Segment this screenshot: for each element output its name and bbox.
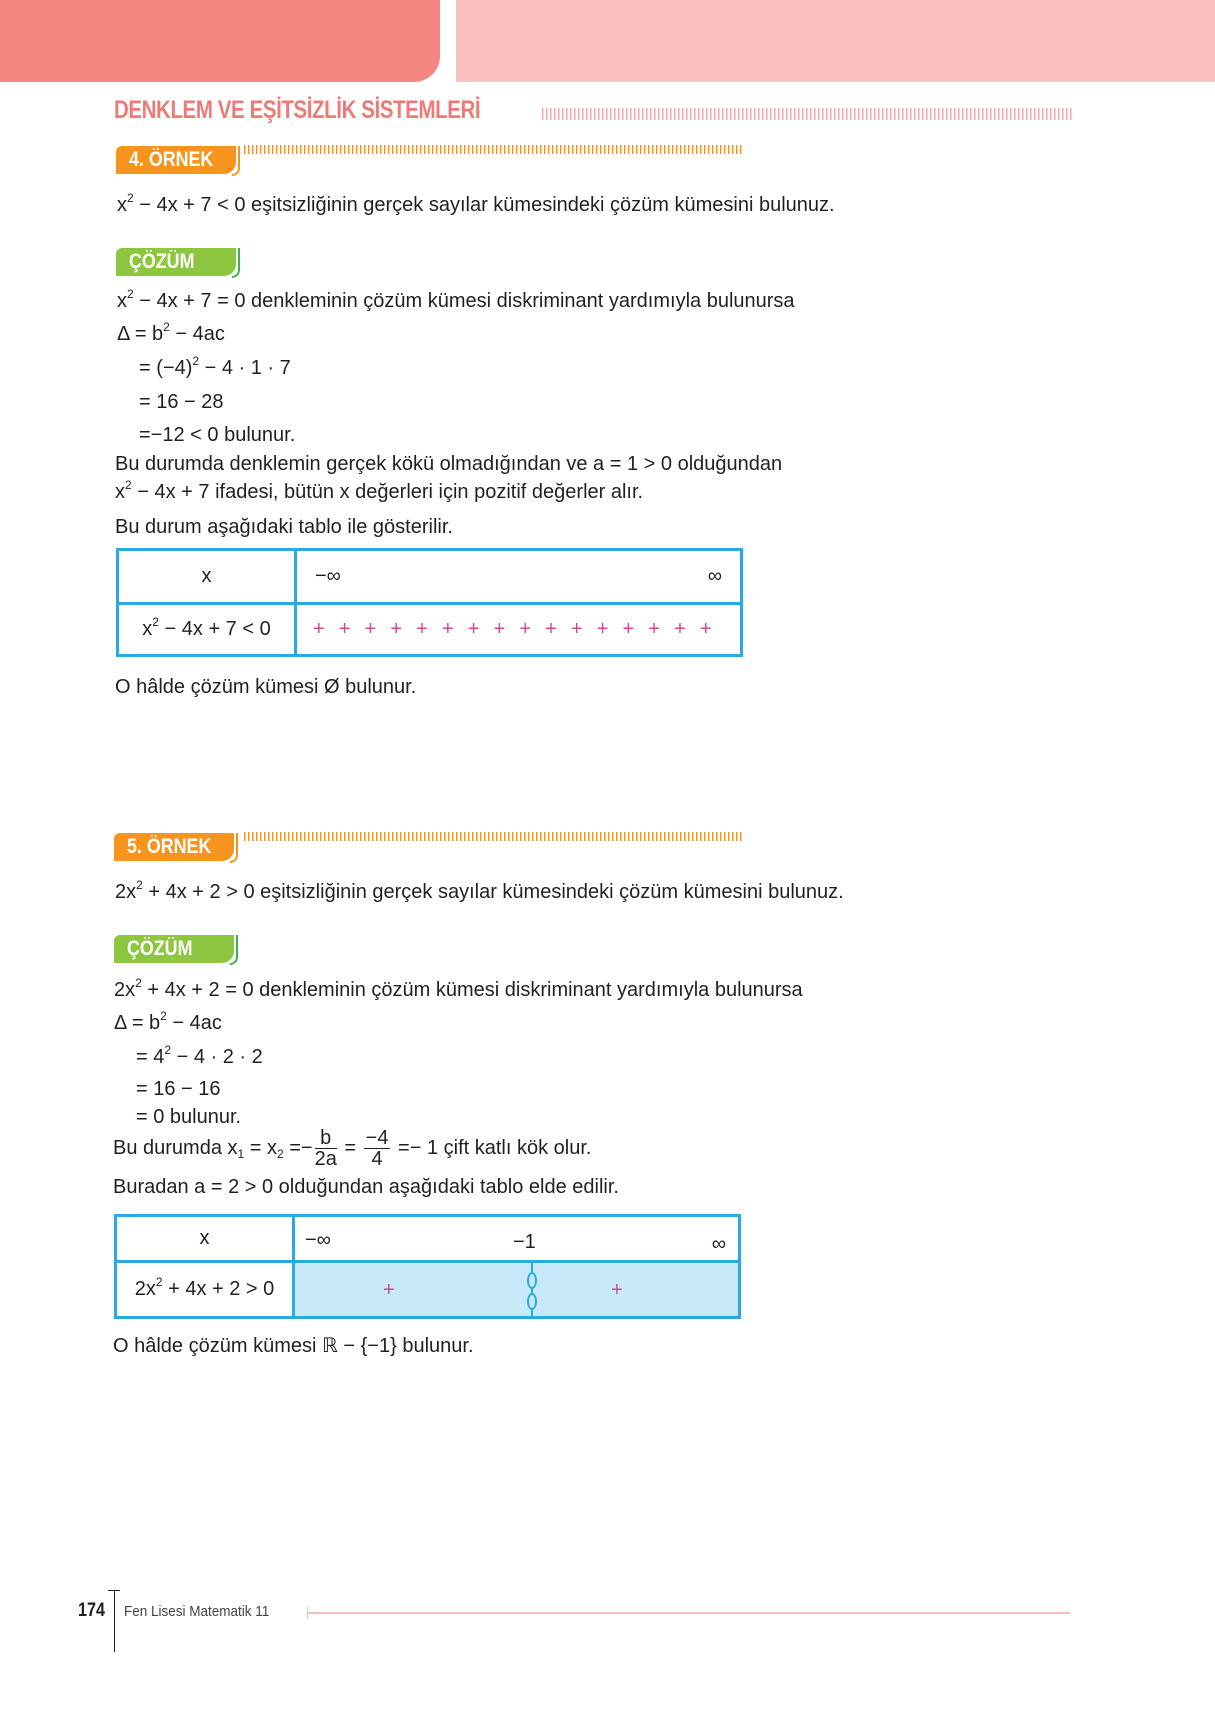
table-intro: Buradan a = 2 > 0 olduğundan aşağıdaki tablo elde edilir. [113, 1176, 619, 1198]
page-number: 174 [78, 1600, 105, 1621]
example-5-badge: 5. ÖRNEK [114, 833, 234, 861]
sign-row: + + + + + + + + + + + + + + + + [296, 604, 742, 656]
solution-line: $2x^2 + 4x + 2 = 0$ denkleminin çözüm kümesi diskriminant yardımıyla bulunursa [114, 976, 803, 1001]
pos-infinity: ∞ [707, 565, 722, 587]
root-line: Bu durumda $x_1 = x_2$ =− $\frac{b}{2a}$ = $\frac{-4}{4}$ =− 1 çift katlı kök olur. [113, 1127, 592, 1170]
solution-line: $\Delta = b^2 - 4ac$ [117, 320, 225, 345]
sign-row [294, 1262, 740, 1318]
footer-rule [307, 1612, 1070, 1614]
table-x-label: x [118, 550, 296, 604]
book-title: Fen Lisesi Matematik 11 [124, 1603, 270, 1620]
solution-line: = 0 bulunur. [136, 1106, 242, 1128]
sign-table-5 [114, 1214, 741, 1319]
table-x-range [296, 550, 742, 604]
table-row-label: $x^2 - 4x + 7 < 0$ [118, 604, 296, 656]
sign-table-4 [116, 548, 743, 657]
root-value: −1 [513, 1231, 536, 1253]
solution-line: = $4^2 - 4 \cdot 2 \cdot 2$ [136, 1043, 263, 1068]
conclusion-4: O hâlde çözüm kümesi Ø bulunur. [115, 676, 417, 698]
fraction-b-over-2a: $\frac{b}{2a}$ [314, 1127, 337, 1170]
fraction-neg4-over-4: $\frac{-4}{4}$ [365, 1127, 389, 1170]
footer-divider [114, 1590, 115, 1652]
header-band-light [456, 0, 1215, 82]
conclusion-5: O hâlde çözüm kümesi ℝ − {−1} bulunur. [113, 1335, 474, 1357]
header-band-dark [0, 0, 440, 82]
solution-line: = 16 − 16 [136, 1078, 221, 1100]
solution-line: $x^2 - 4x + 7$ ifadesi, bütün x değerleri için pozitif değerler alır. [115, 478, 644, 503]
pos-infinity: ∞ [711, 1233, 726, 1255]
solution-line: $x^2 - 4x + 7 = 0$ denkleminin çözüm kümesi diskriminant yardımıyla bulunursa [117, 287, 795, 312]
title-hatch [542, 108, 1072, 120]
neg-infinity: −∞ [305, 1229, 331, 1251]
section-title: DENKLEM VE EŞİTSİZLİK SİSTEMLERİ [114, 96, 481, 124]
right-sign: + [611, 1279, 623, 1301]
example-5-question: $2x^2 + 4x + 2 > 0$ eşitsizliğinin gerçek sayılar kümesindeki çözüm kümesini bulunuz. [115, 878, 844, 903]
table-x-label: x [116, 1216, 294, 1262]
solution-line: =−12 < 0 bulunur. [139, 424, 296, 446]
solution-4-badge: ÇÖZÜM [116, 248, 236, 276]
example-4-badge: 4. ÖRNEK [116, 146, 236, 174]
solution-5-badge: ÇÖZÜM [114, 935, 234, 963]
solution-line: Bu durumda denklemin gerçek kökü olmadığından ve a = 1 > 0 olduğundan [115, 453, 783, 475]
solution-line: = $(-4)^2 - 4 \cdot 1 \cdot 7$ [139, 354, 291, 379]
header-gap [440, 0, 456, 82]
table-x-range [294, 1216, 740, 1262]
left-sign: + [383, 1279, 395, 1301]
neg-infinity: −∞ [315, 565, 341, 587]
example-4-question: $x^2 - 4x + 7 < 0$ eşitsizliğinin gerçek sayılar kümesindeki çözüm kümesini bulunuz. [117, 191, 835, 216]
example-5-hatch [244, 832, 742, 841]
solution-line: Bu durum aşağıdaki tablo ile gösterilir. [115, 516, 453, 538]
solution-line: $\Delta = b^2 - 4ac$ [114, 1009, 222, 1034]
table-row-label: $2x^2 + 4x + 2 > 0$ [116, 1262, 294, 1318]
zero-mark-icon [527, 1272, 537, 1289]
example-4-hatch [244, 145, 744, 154]
solution-line: = 16 − 28 [139, 391, 224, 413]
zero-mark-icon [527, 1293, 537, 1310]
